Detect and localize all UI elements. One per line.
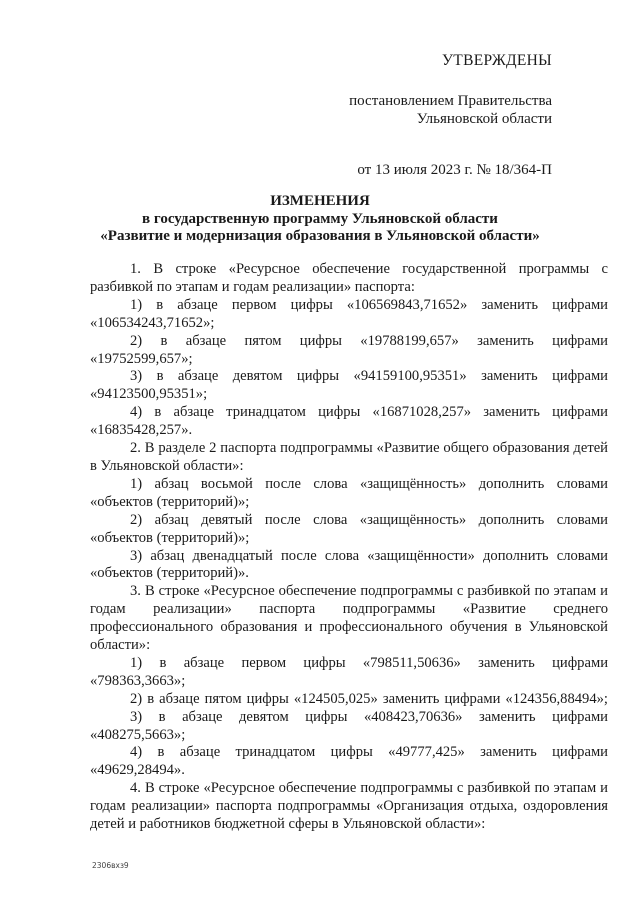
paragraph-3-item-2: 2) в абзаце пятом цифры «124505,025» заменить цифрами «124356,88494»; (130, 690, 608, 707)
approval-issuer-line2: Ульяновской области (416, 111, 552, 127)
title-line-3: «Развитие и модернизация образования в Ульяновской области» (100, 228, 540, 244)
title-line-2: в государственную программу Ульяновской области (142, 210, 498, 227)
approval-issuer-line1: постановлением Правительства (349, 93, 552, 109)
paragraph-2-item-2: 2) абзац девятый после слова «защищённость» дополнить словами «объектов (территорий)»; (90, 511, 608, 546)
paragraph-1-item-3: 3) в абзаце девятом цифры «94159100,95351» заменить цифрами «94123500,95351»; (90, 368, 608, 403)
paragraph-3-item-3: 3) в абзаце девятом цифры «408423,70636» заменить цифрами «408275,5663»; (90, 708, 608, 743)
document-body (90, 261, 608, 834)
document-title (0, 193, 640, 246)
approval-block (349, 52, 552, 179)
paragraph-1-item-4: 4) в абзаце тринадцатом цифры «16871028,257» заменить цифрами «16835428,257». (90, 404, 608, 439)
paragraph-1-item-1: 1) в абзаце первом цифры «106569843,71652» заменить цифрами «106534243,71652»; (90, 296, 608, 331)
paragraph-4: 4. В строке «Ресурсное обеспечение подпрограммы с разбивкой по этапам и годам реализации» паспорта подпрограммы «Организация отдыха, оздоровления детей и работников бюджетной сферы в Ульяновской области»: (90, 780, 608, 833)
paragraph-3-item-4: 4) в абзаце тринадцатом цифры «49777,425» заменить цифрами «49629,28494». (90, 744, 608, 779)
approval-heading: УТВЕРЖДЕНЫ (442, 52, 552, 69)
paragraph-3-item-1: 1) в абзаце первом цифры «798511,50636» заменить цифрами «798363,3663»; (90, 654, 608, 689)
paragraph-1-item-2: 2) в абзаце пятом цифры «19788199,657» заменить цифрами «19752599,657»; (90, 332, 608, 367)
footer-code: 2306вхз9 (92, 861, 129, 870)
paragraph-1: 1. В строке «Ресурсное обеспечение государственной программы с разбивкой по этапам и годам реализации» паспорта: (90, 261, 608, 295)
title-line-1: ИЗМЕНЕНИЯ (270, 193, 370, 209)
paragraph-3: 3. В строке «Ресурсное обеспечение подпрограммы с разбивкой по этапам и годам реализации» паспорта подпрограммы «Развитие среднего профессионального образования и профессионального обучения в Ульяновской области»: (90, 583, 608, 654)
paragraph-2-item-1: 1) абзац восьмой после слова «защищённость» дополнить словами «объектов (территорий)»; (90, 475, 608, 510)
approval-date: от 13 июля 2023 г. № 18/364-П (357, 162, 552, 178)
paragraph-2: 2. В разделе 2 паспорта подпрограммы «Развитие общего образования детей в Ульяновской области»: (90, 440, 608, 474)
paragraph-2-item-3: 3) абзац двенадцатый после слова «защищённости» дополнить словами «объектов (территорий)». (90, 547, 608, 582)
